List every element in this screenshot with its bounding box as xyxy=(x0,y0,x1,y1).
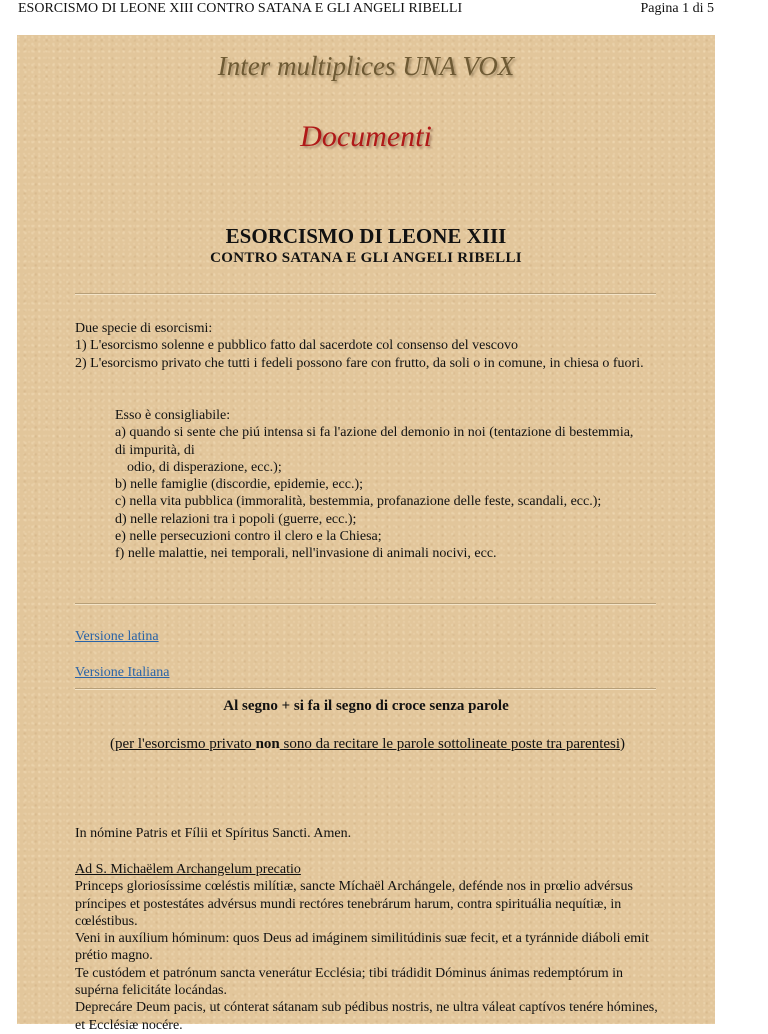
divider xyxy=(75,688,656,690)
divider xyxy=(75,293,656,295)
list-item: a) quando si sente che piú intensa si fa l'azione del demonio in noi (tentazione di bestemmia, di impurità, di xyxy=(115,425,634,458)
list-item: b) nelle famiglie (discordie, epidemie, ecc.); xyxy=(115,477,364,493)
list-item: f) nelle malattie, nei temporali, nell'invasione di animali nocivi, ecc. xyxy=(115,546,497,562)
document-subtitle: CONTRO SATANA E GLI ANGELI RIBELLI xyxy=(210,250,522,266)
list-item: d) nelle relazioni tra i popoli (guerre, ecc.); xyxy=(115,511,357,527)
intro-line: Due specie di esorcismi: xyxy=(75,321,213,336)
section-title: Documenti xyxy=(300,120,432,153)
list-item: c) nella vita pubblica (immoralità, bestemmia, profanazione delle feste, scandali, ecc.); xyxy=(115,494,602,510)
prayer-invocation: In nómine Patris et Fílii et Spíritus Sancti. Amen. xyxy=(75,826,352,841)
divider xyxy=(75,603,656,605)
advisable-heading: Esso è consigliabile: xyxy=(115,408,231,423)
advisable-list xyxy=(115,407,635,563)
list-item: e) nelle persecuzioni contro il clero e la Chiesa; xyxy=(115,529,382,545)
list-item-continuation: odio, di disperazione, ecc.); xyxy=(127,459,282,475)
site-title: Inter multiplices UNA VOX xyxy=(217,51,515,81)
prayer-body xyxy=(75,861,660,1034)
prayer-paragraph: Deprecáre Deum pacis, ut cónterat sátanam sub pédibus nostris, ne ultra váleat captívos tenére hómines, et Ecclésiæ nocére. xyxy=(75,1000,658,1033)
intro-line: 1) L'esorcismo solenne e pubblico fatto dal sacerdote col consenso del vescovo xyxy=(75,338,518,354)
private-exorcism-note: (per l'esorcismo privato non sono da recitare le parole sottolineate poste tra parentesi) xyxy=(109,736,626,752)
prayer-paragraph: Te custódem et patrónum sancta venerátur Ecclésia; tibi trádidit Dóminus ánimas redemptórum in supérna felicitáte locándas. xyxy=(75,965,623,999)
intro-paragraph xyxy=(75,320,660,372)
print-header-page-number: Pagina 1 di 5 xyxy=(640,1,714,16)
print-header-title: ESORCISMO DI LEONE XIII CONTRO SATANA E GLI ANGELI RIBELLI xyxy=(18,1,463,16)
intro-line: 2) L'esorcismo privato che tutti i fedeli possono fare con frutto, da soli o in comune, in chiesa o fuori. xyxy=(75,355,644,371)
prayer-heading: Ad S. Michaëlem Archangelum precatio xyxy=(75,862,301,877)
latin-version-link[interactable]: Versione latina xyxy=(75,629,159,644)
prayer-paragraph: Veni in auxílium hóminum: quos Deus ad imáginem similitúdinis suæ fecit, et a tyránnide diáboli emit prétio magno. xyxy=(75,931,649,964)
print-header xyxy=(0,0,768,22)
italian-version-link[interactable]: Versione Italiana xyxy=(75,665,170,680)
document-page xyxy=(17,35,715,1033)
sign-of-cross-note: Al segno + si fa il segno di croce senza parole xyxy=(223,698,509,714)
prayer-paragraph: Princeps gloriosíssime cœléstis milítiæ, sancte Míchaël Archángele, defénde nos in prœlio advérsus príncipes et postestátes advérsus mundi rectóres tenebrárum harum, contra spirituália nequítiæ, in cœléstibus. xyxy=(75,879,633,929)
document-title: ESORCISMO DI LEONE XIII xyxy=(225,224,507,248)
